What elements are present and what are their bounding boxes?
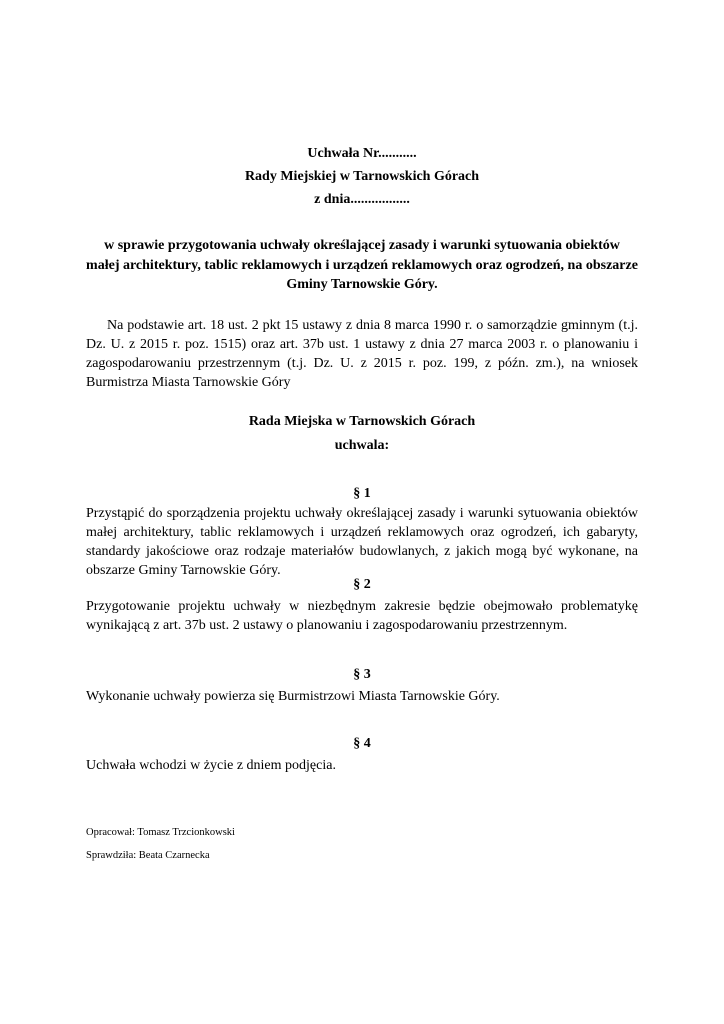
section-3-mark: § 3 — [353, 667, 371, 682]
section-1-mark: § 1 — [353, 486, 371, 501]
council-block-verb: uchwala: — [334, 438, 390, 453]
section-4-text: Uchwała wchodzi w życie z dniem podjęcia. — [86, 758, 336, 773]
section-2-mark: § 2 — [353, 577, 371, 592]
legal-basis: Na podstawie art. 18 ust. 2 pkt 15 ustawy z dnia 8 marca 1990 r. o samorządzie gminnym (t.j. Dz. U. z 2015 r. poz. 1515) oraz art. 37b ust. 1 ustawy z dnia 27 marca 2003 r. o planowaniu i zagospodarowaniu przestrzennym (t.j. Dz. U. z 2015 r. poz. 199, z późn. zm.), na wniosek Burmistrza Miasta Tarnowskie Góry — [86, 318, 638, 390]
council-block-name: Rada Miejska w Tarnowskich Górach — [248, 414, 476, 429]
resolution-number: Uchwała Nr........... — [307, 146, 417, 161]
section-2-text: Przygotowanie projektu uchwały w niezbędnym zakresie będzie obejmowało problematykę wynikającą z art. 37b ust. 2 ustawy o planowaniu i zagospodarowaniu przestrzennym. — [86, 599, 638, 633]
resolution-date: z dnia................. — [314, 192, 410, 207]
council-name: Rady Miejskiej w Tarnowskich Górach — [244, 169, 480, 184]
section-4-mark: § 4 — [353, 736, 371, 751]
section-1-text: Przystąpić do sporządzenia projektu uchwały określającej zasady i warunki sytuowania obiektów małej architektury, tablic reklamowych i urządzeń reklamowych oraz ogrodzeń, ich gabaryty, standardy jakościowe oraz rodzaje materiałów budowlanych, z jakich mogą być wykonane, na obszarze Gminy Tarnowskie Góry. — [86, 506, 638, 578]
prepared-by: Opracował: Tomasz Trzcionkowski — [86, 827, 235, 838]
section-3-text: Wykonanie uchwały powierza się Burmistrzowi Miasta Tarnowskie Góry. — [86, 689, 500, 704]
resolution-subject: w sprawie przygotowania uchwały określającej zasady i warunki sytuowania obiektów małej architektury, tablic reklamowych i urządzeń reklamowych oraz ogrodzeń, na obszarze Gminy Tarnowskie Góry. — [86, 238, 638, 292]
checked-by: Sprawdziła: Beata Czarnecka — [86, 850, 210, 861]
